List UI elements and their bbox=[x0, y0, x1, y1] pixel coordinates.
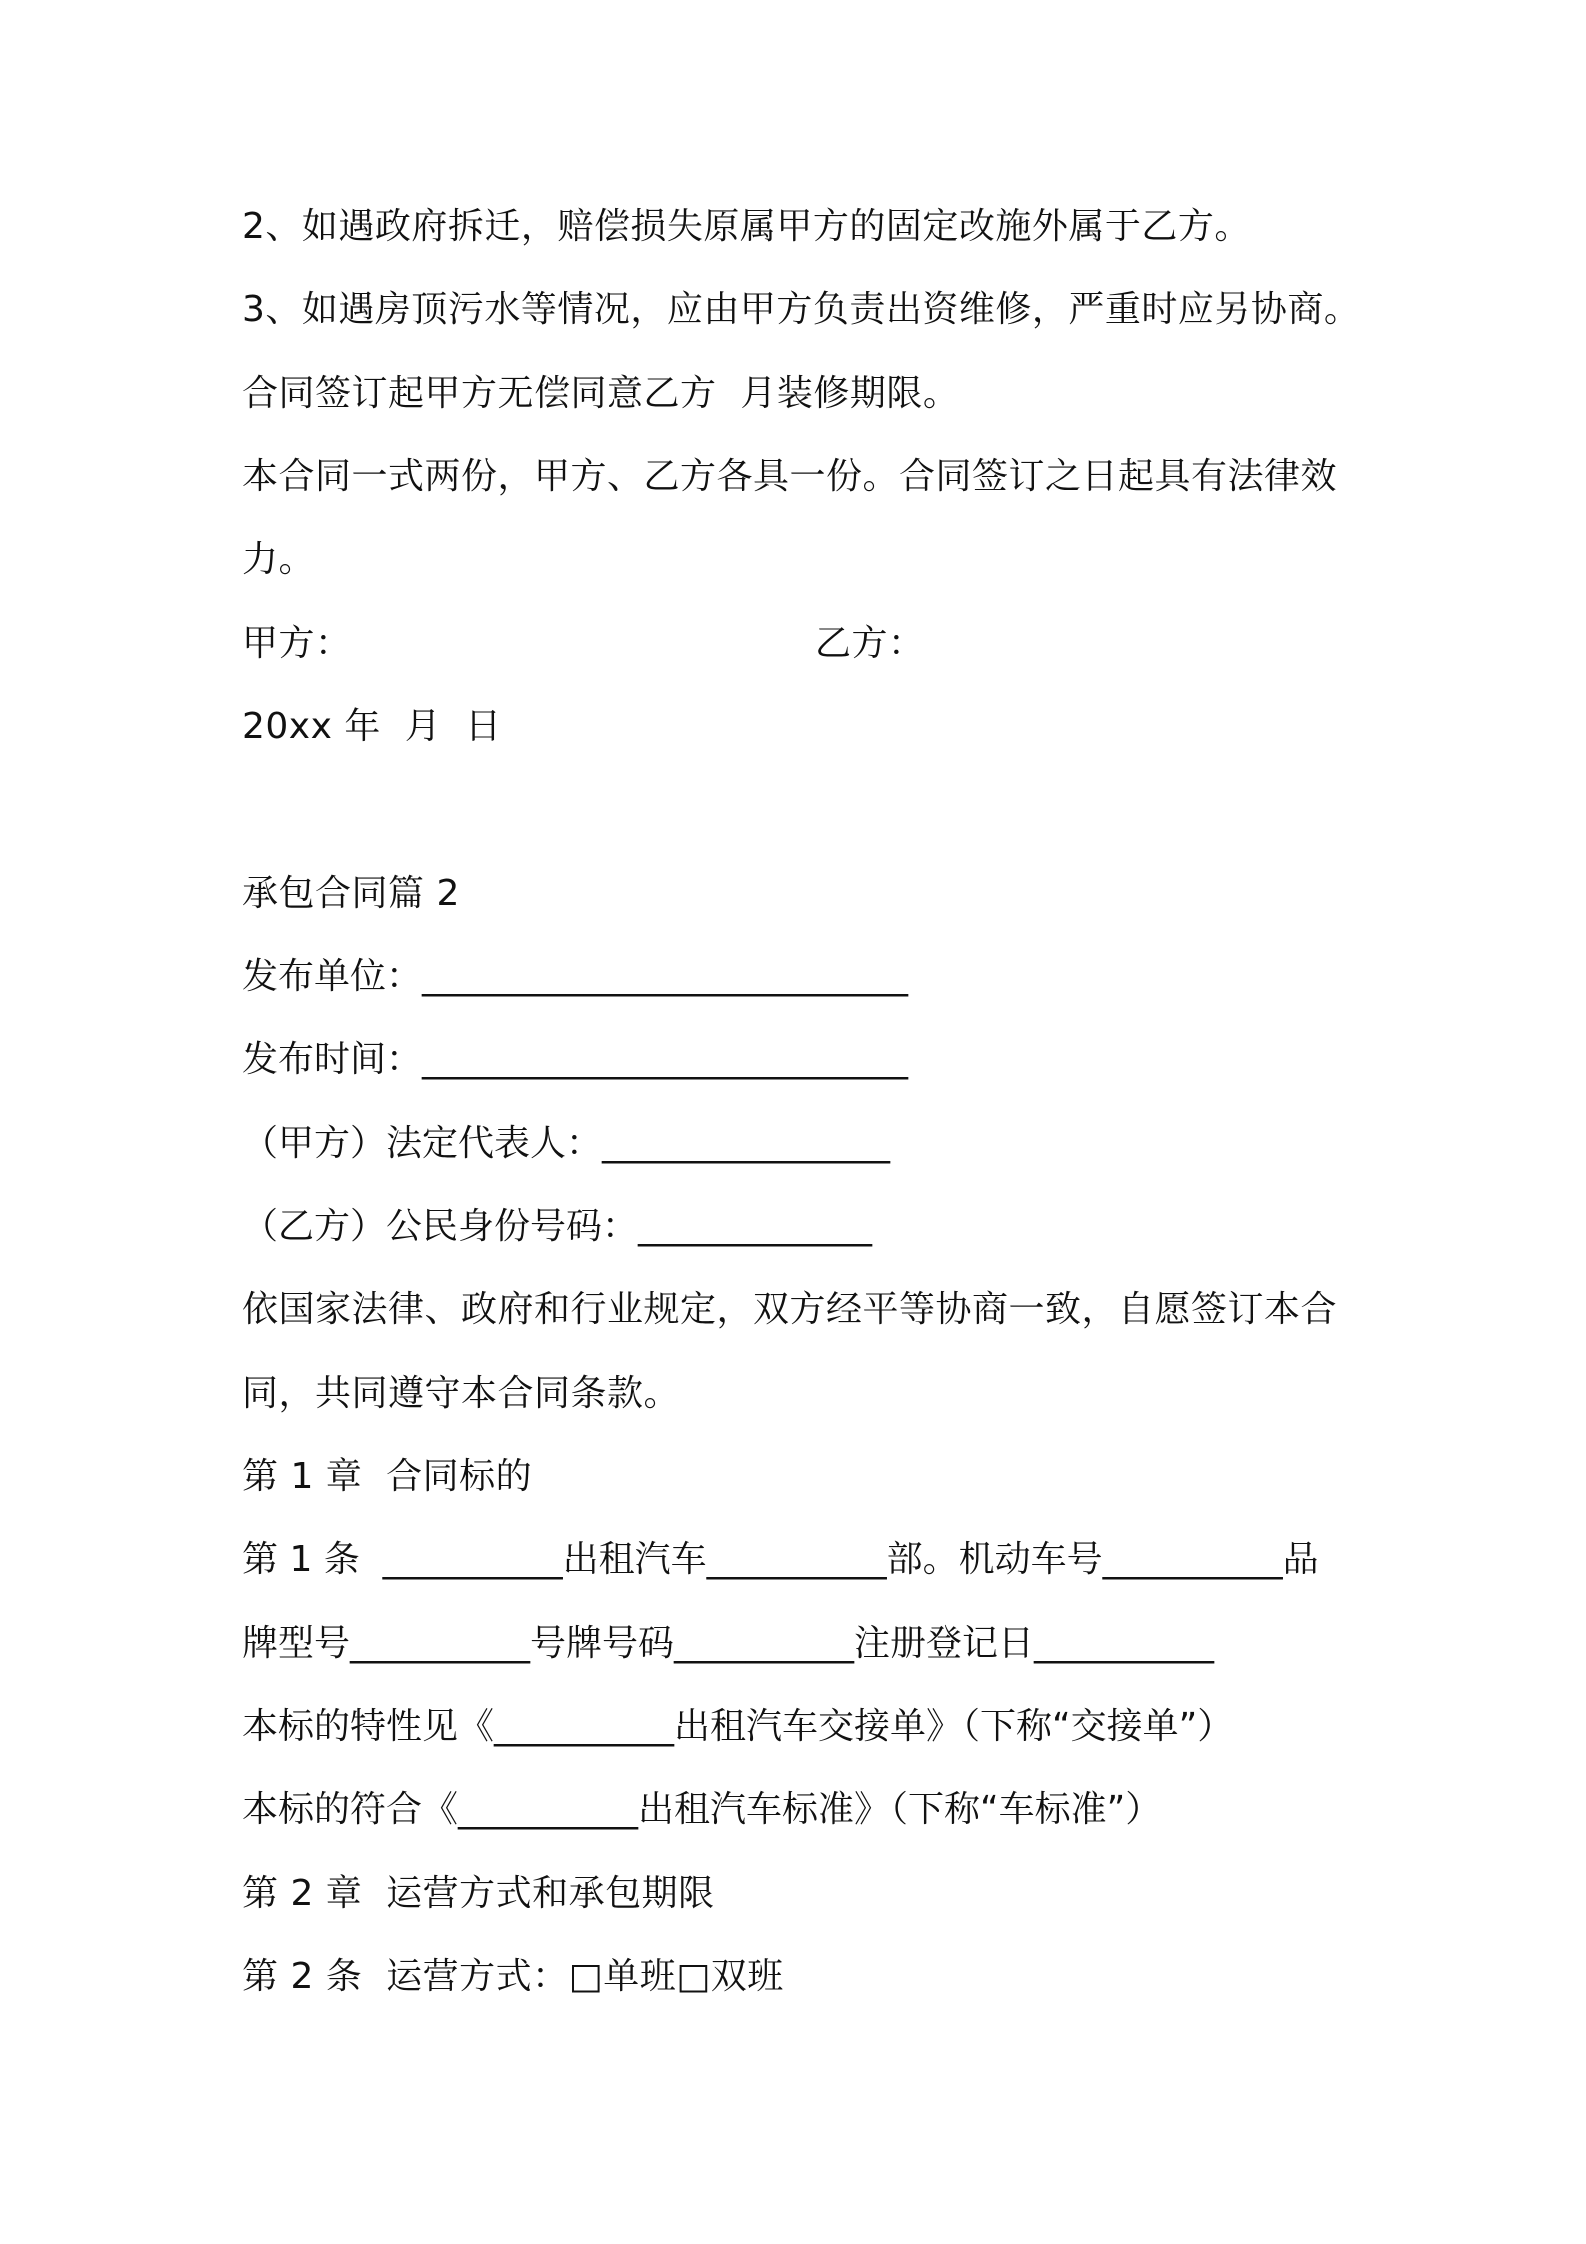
chapter-2-heading: 第 2 章 运营方式和承包期限 bbox=[242, 1873, 715, 1914]
subject-characteristics: 本标的特性见《__________出租汽车交接单》（下称“交接单”） bbox=[242, 1706, 1234, 1747]
party-b-id-field: （乙方）公民身份号码：_____________ bbox=[242, 1206, 873, 1247]
publish-time-field: 发布时间：___________________________ bbox=[242, 1039, 909, 1080]
subject-standard: 本标的符合《__________出租汽车标准》（下称“车标准”） bbox=[242, 1789, 1162, 1830]
article-2-operation-mode: 第 2 条 运营方式：□单班□双班 bbox=[242, 1956, 784, 1997]
clause-3-roof-repair: 3、如遇房顶污水等情况，应由甲方负责出资维修，严重时应另协商。 bbox=[242, 289, 1361, 330]
publisher-field: 发布单位：___________________________ bbox=[242, 956, 909, 997]
copies-clause-continued: 力。 bbox=[242, 539, 316, 580]
preamble-continued: 同，共同遵守本合同条款。 bbox=[242, 1373, 681, 1414]
party-a-signature: 甲方： bbox=[242, 623, 352, 664]
renovation-period: 合同签订起甲方无偿同意乙方 月装修期限。 bbox=[242, 373, 960, 414]
preamble: 依国家法律、政府和行业规定，双方经平等协商一致，自愿签订本合 bbox=[242, 1289, 1338, 1330]
party-a-representative-field: （甲方）法定代表人：________________ bbox=[242, 1123, 891, 1164]
copies-clause: 本合同一式两份，甲方、乙方各具一份。合同签订之日起具有法律效 bbox=[242, 456, 1338, 497]
clause-2-demolition: 2、如遇政府拆迁，赔偿损失原属甲方的固定改施外属于乙方。 bbox=[242, 206, 1251, 247]
article-1: 第 1 条 __________出租汽车__________部。机动车号__________品 bbox=[242, 1539, 1319, 1580]
article-1-continued: 牌型号__________号牌号码__________注册登记日__________ bbox=[242, 1623, 1215, 1664]
chapter-1-heading: 第 1 章 合同标的 bbox=[242, 1456, 533, 1497]
party-b-signature: 乙方： bbox=[815, 623, 925, 664]
signing-date: 20xx 年 月 日 bbox=[242, 706, 502, 747]
contract-2-title: 承包合同篇 2 bbox=[242, 873, 460, 914]
